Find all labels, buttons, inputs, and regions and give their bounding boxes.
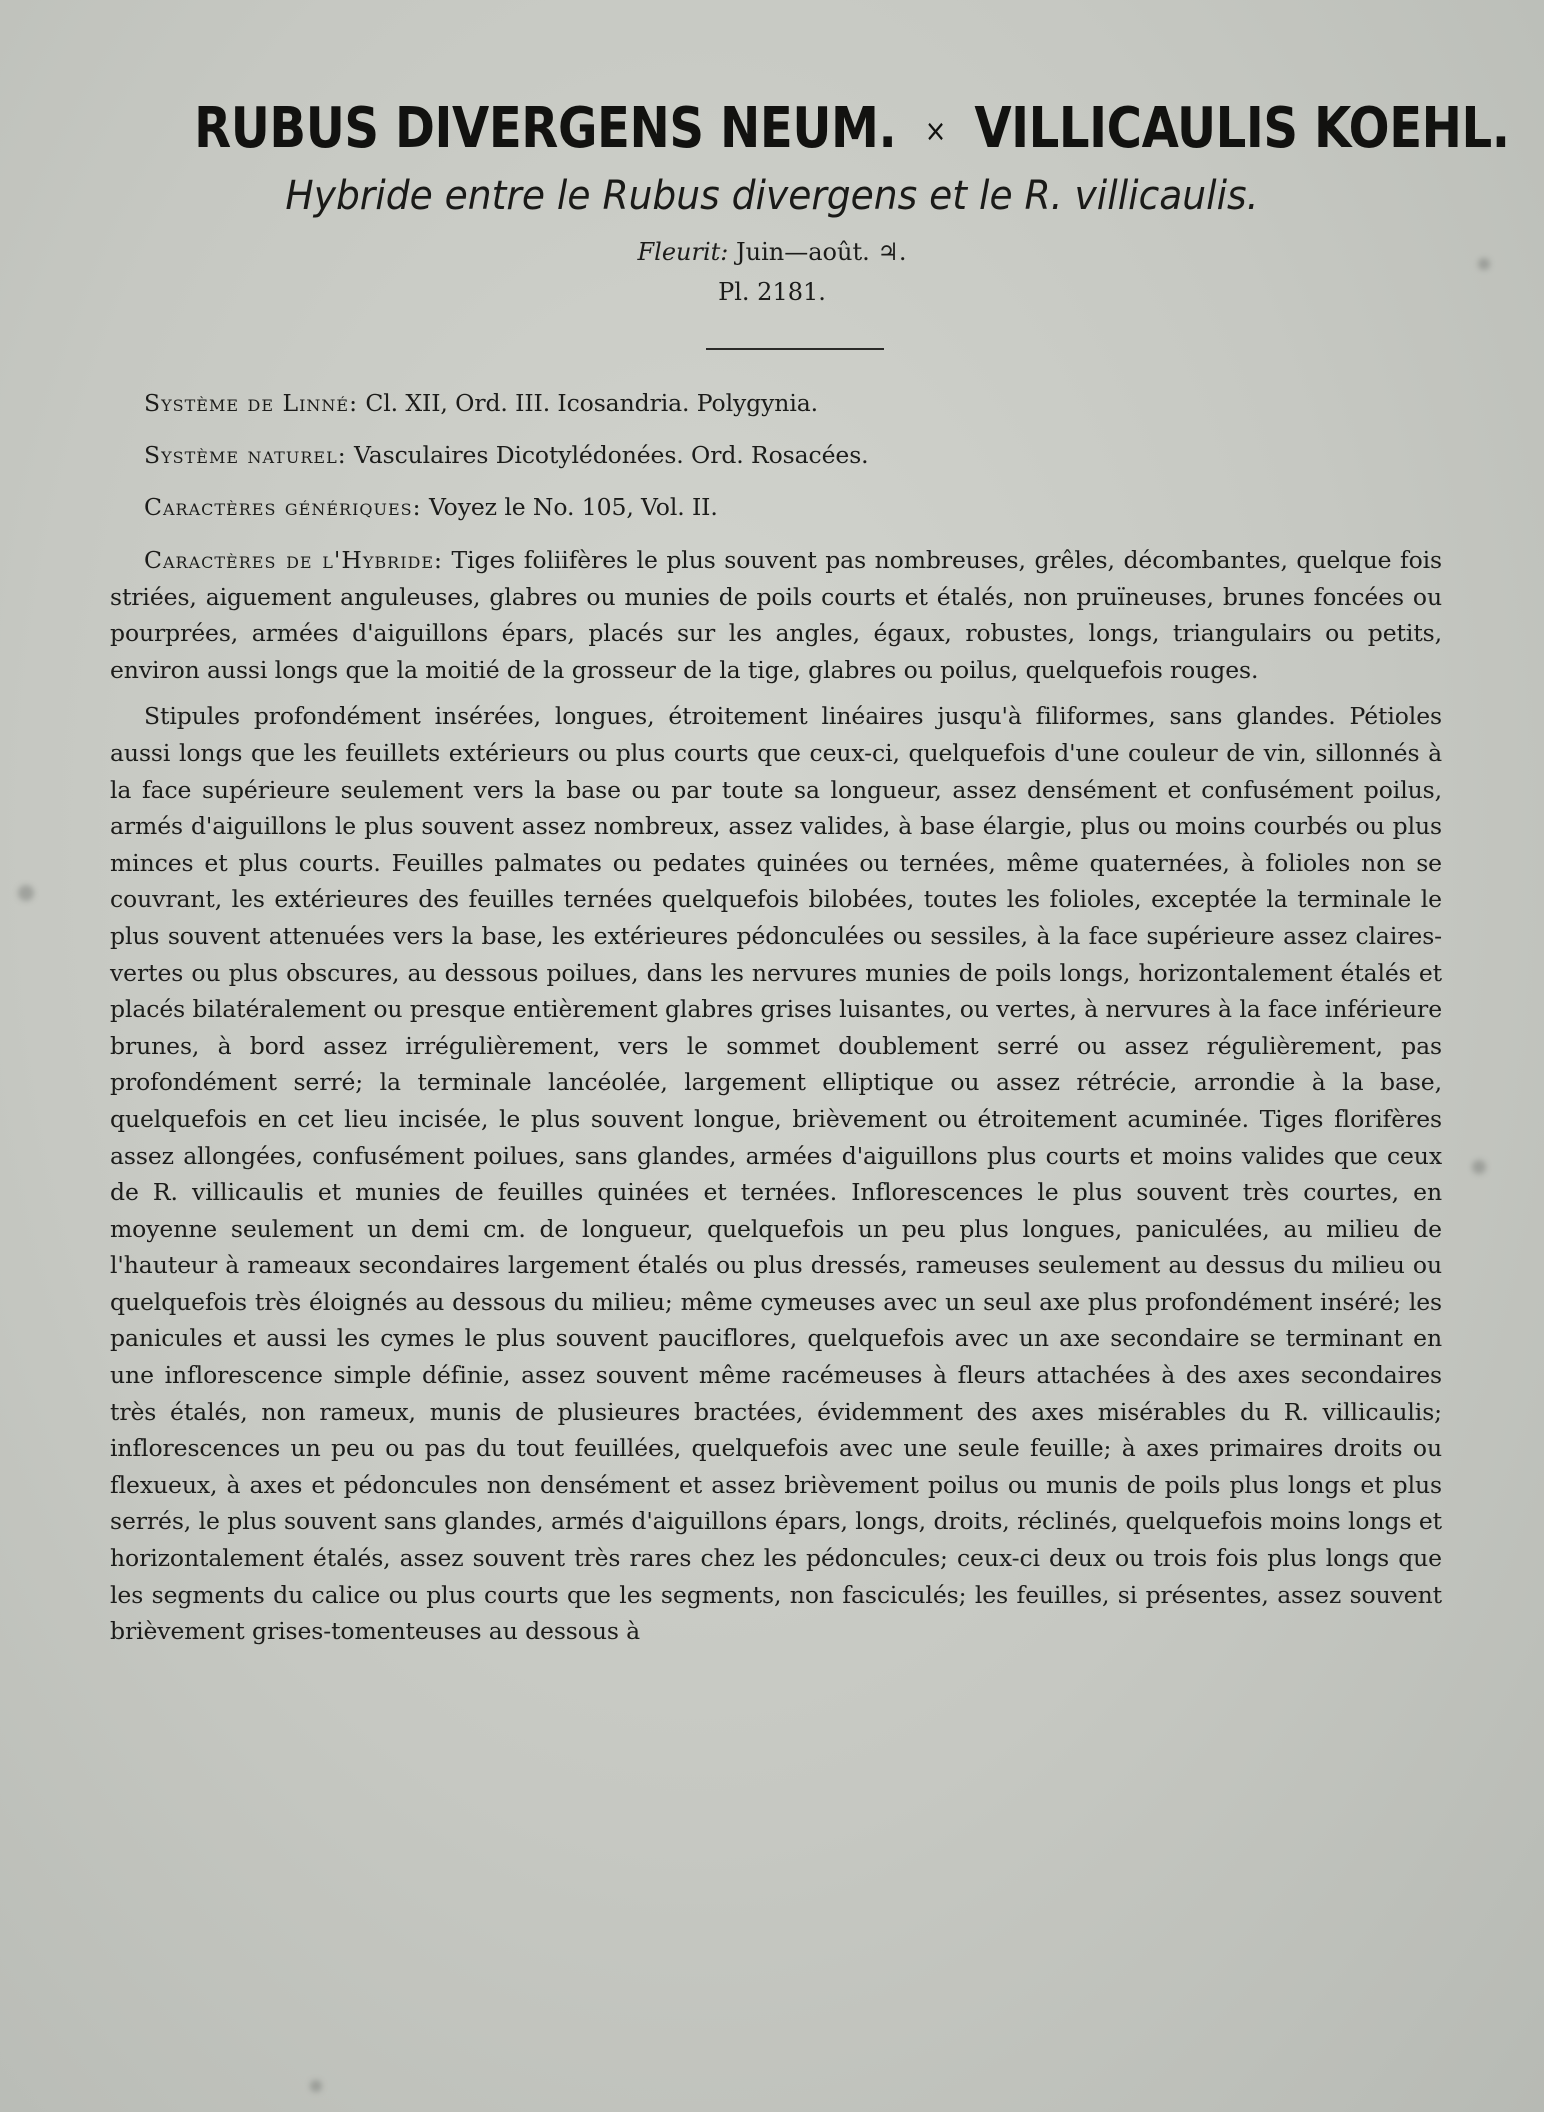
hybrid-sign: × [924, 113, 946, 149]
hybride-text: Tiges foliifères le plus souvent pas nombreuses, grêles, décombantes, quelque fois striées, aiguement anguleuses, glabres ou munies de poils courts et étalés, non pruïneuses, brunes foncées ou pourprées, armées d'aiguillons épars, placés sur les angles, égaux, robustes, longs, triangulairs ou petits, environ aussi longs que la moitié de la grosseur de la tige, glabres ou poilus, quelquefois rouges. [110, 546, 1443, 684]
linne-paragraph [110, 386, 1442, 420]
naturel-paragraph [110, 438, 1442, 472]
divider [706, 348, 884, 350]
naturel-label: Système naturel: [144, 441, 347, 469]
flowering-line [100, 236, 1444, 268]
subtitle: Hybride entre le Rubus divergens et le R. villicaulis. [285, 172, 1259, 219]
generiques-paragraph [110, 490, 1442, 524]
paper-stain [310, 2080, 322, 2092]
naturel-text: Vasculaires Dicotylédonées. Ord. Rosacées. [354, 441, 869, 469]
paragraph-gap [110, 688, 1442, 698]
paper-stain [1478, 258, 1490, 270]
plate-number: Pl. 2181. [718, 277, 826, 306]
page-title [194, 95, 1510, 166]
flowering-label: Fleurit: [637, 237, 729, 266]
stipules-paragraph: Stipules profondément insérées, longues, étroitement linéaires jusqu'à filiformes, sans glandes. Pétioles aussi longs que les feuillets extérieurs ou plus courts que ceux-ci, quelquefois d'une couleur de vin, sillonnés à la face supérieure seulement vers la base ou par toute sa longueur, assez densément et confusément poilus, armés d'aiguillons le plus souvent assez nombreux, assez valides, à base élargie, plus ou moins courbés ou plus minces et plus courts. Feuilles palmates ou pedates quinées ou ternées, même quaternées, à folioles non se couvrant, les extérieures des feuilles ternées quelquefois bilobées, toutes les folioles, exceptée la terminale le plus souvent attenuées vers la base, les extérieures pédonculées ou sessiles, à la face supérieure assez claires-vertes ou plus obscures, au dessous poilues, dans les nervures munies de poils longs, horizontalement étalés et placés bilatéralement ou presque entièrement glabres grises luisantes, ou vertes, à nervures à la face inférieure brunes, à bord assez irrégulièrement, vers le sommet doublement serré ou assez régulièrement, pas profondément serré; la terminale lancéolée, largement elliptique ou assez rétrécie, arrondie à la base, quelquefois en cet lieu incisée, le plus souvent longue, brièvement ou étroitement acuminée. Tiges florifères assez allongées, confusément poilues, sans glandes, armées d'aiguillons plus courts et moins valides que ceux de R. villicaulis et munies de feuilles quinées et ternées. Inflorescences le plus souvent très courtes, en moyenne seulement un demi cm. de longueur, quelquefois un peu plus longues, paniculées, au milieu de l'hauteur à rameaux secondaires largement étalés ou plus dressés, rameuses seulement au dessus du milieu ou quelquefois très éloignés au dessous du milieu; même cymeuses avec un seul axe plus profondément inséré; les panicules et aussi les cymes le plus souvent pauciflores, quelquefois avec un axe secondaire se terminant en une inflorescence simple définie, assez souvent même racémeuses à fleurs attachées à des axes secondaires très étalés, non rameux, munis de plusieures bractées, évidemment des axes misérables du R. villicaulis; inflorescences un peu ou pas du tout feuillées, quelquefois avec une seule feuille; à axes primaires droits ou flexueux, à axes et pédoncules non densément et assez brièvement poilus ou munis de poils plus longs et plus serrés, le plus souvent sans glandes, armés d'aiguillons épars, longs, droits, réclinés, quelquefois moins longs et horizontalement étalés, assez souvent très rares chez les pédoncules; ceux-ci deux ou trois fois plus longs que les segments du calice ou plus courts que les segments, non fasciculés; les feuilles, si présentes, assez souvent brièvement grises-tomenteuses au dessous à [110, 702, 1442, 1646]
paper-stain [1472, 1160, 1486, 1174]
paper-stain [18, 885, 34, 901]
title-right: VILLICAULIS KOEHL. [974, 96, 1510, 161]
linne-label: Système de Linné: [144, 389, 359, 417]
hybride-label: Caractères de l'Hybride: [144, 546, 443, 574]
generiques-text: Voyez le No. 105, Vol. II. [428, 493, 718, 521]
generiques-label: Caractères génériques: [144, 493, 422, 521]
flowering-value: Juin—août. ♃. [736, 237, 907, 266]
linne-text: Cl. XII, Ord. III. Icosandria. Polygynia. [365, 389, 819, 417]
header [100, 95, 1510, 308]
hybride-paragraph [110, 542, 1442, 688]
title-left: RUBUS DIVERGENS NEUM. [194, 96, 897, 161]
main-text [110, 386, 1442, 1650]
